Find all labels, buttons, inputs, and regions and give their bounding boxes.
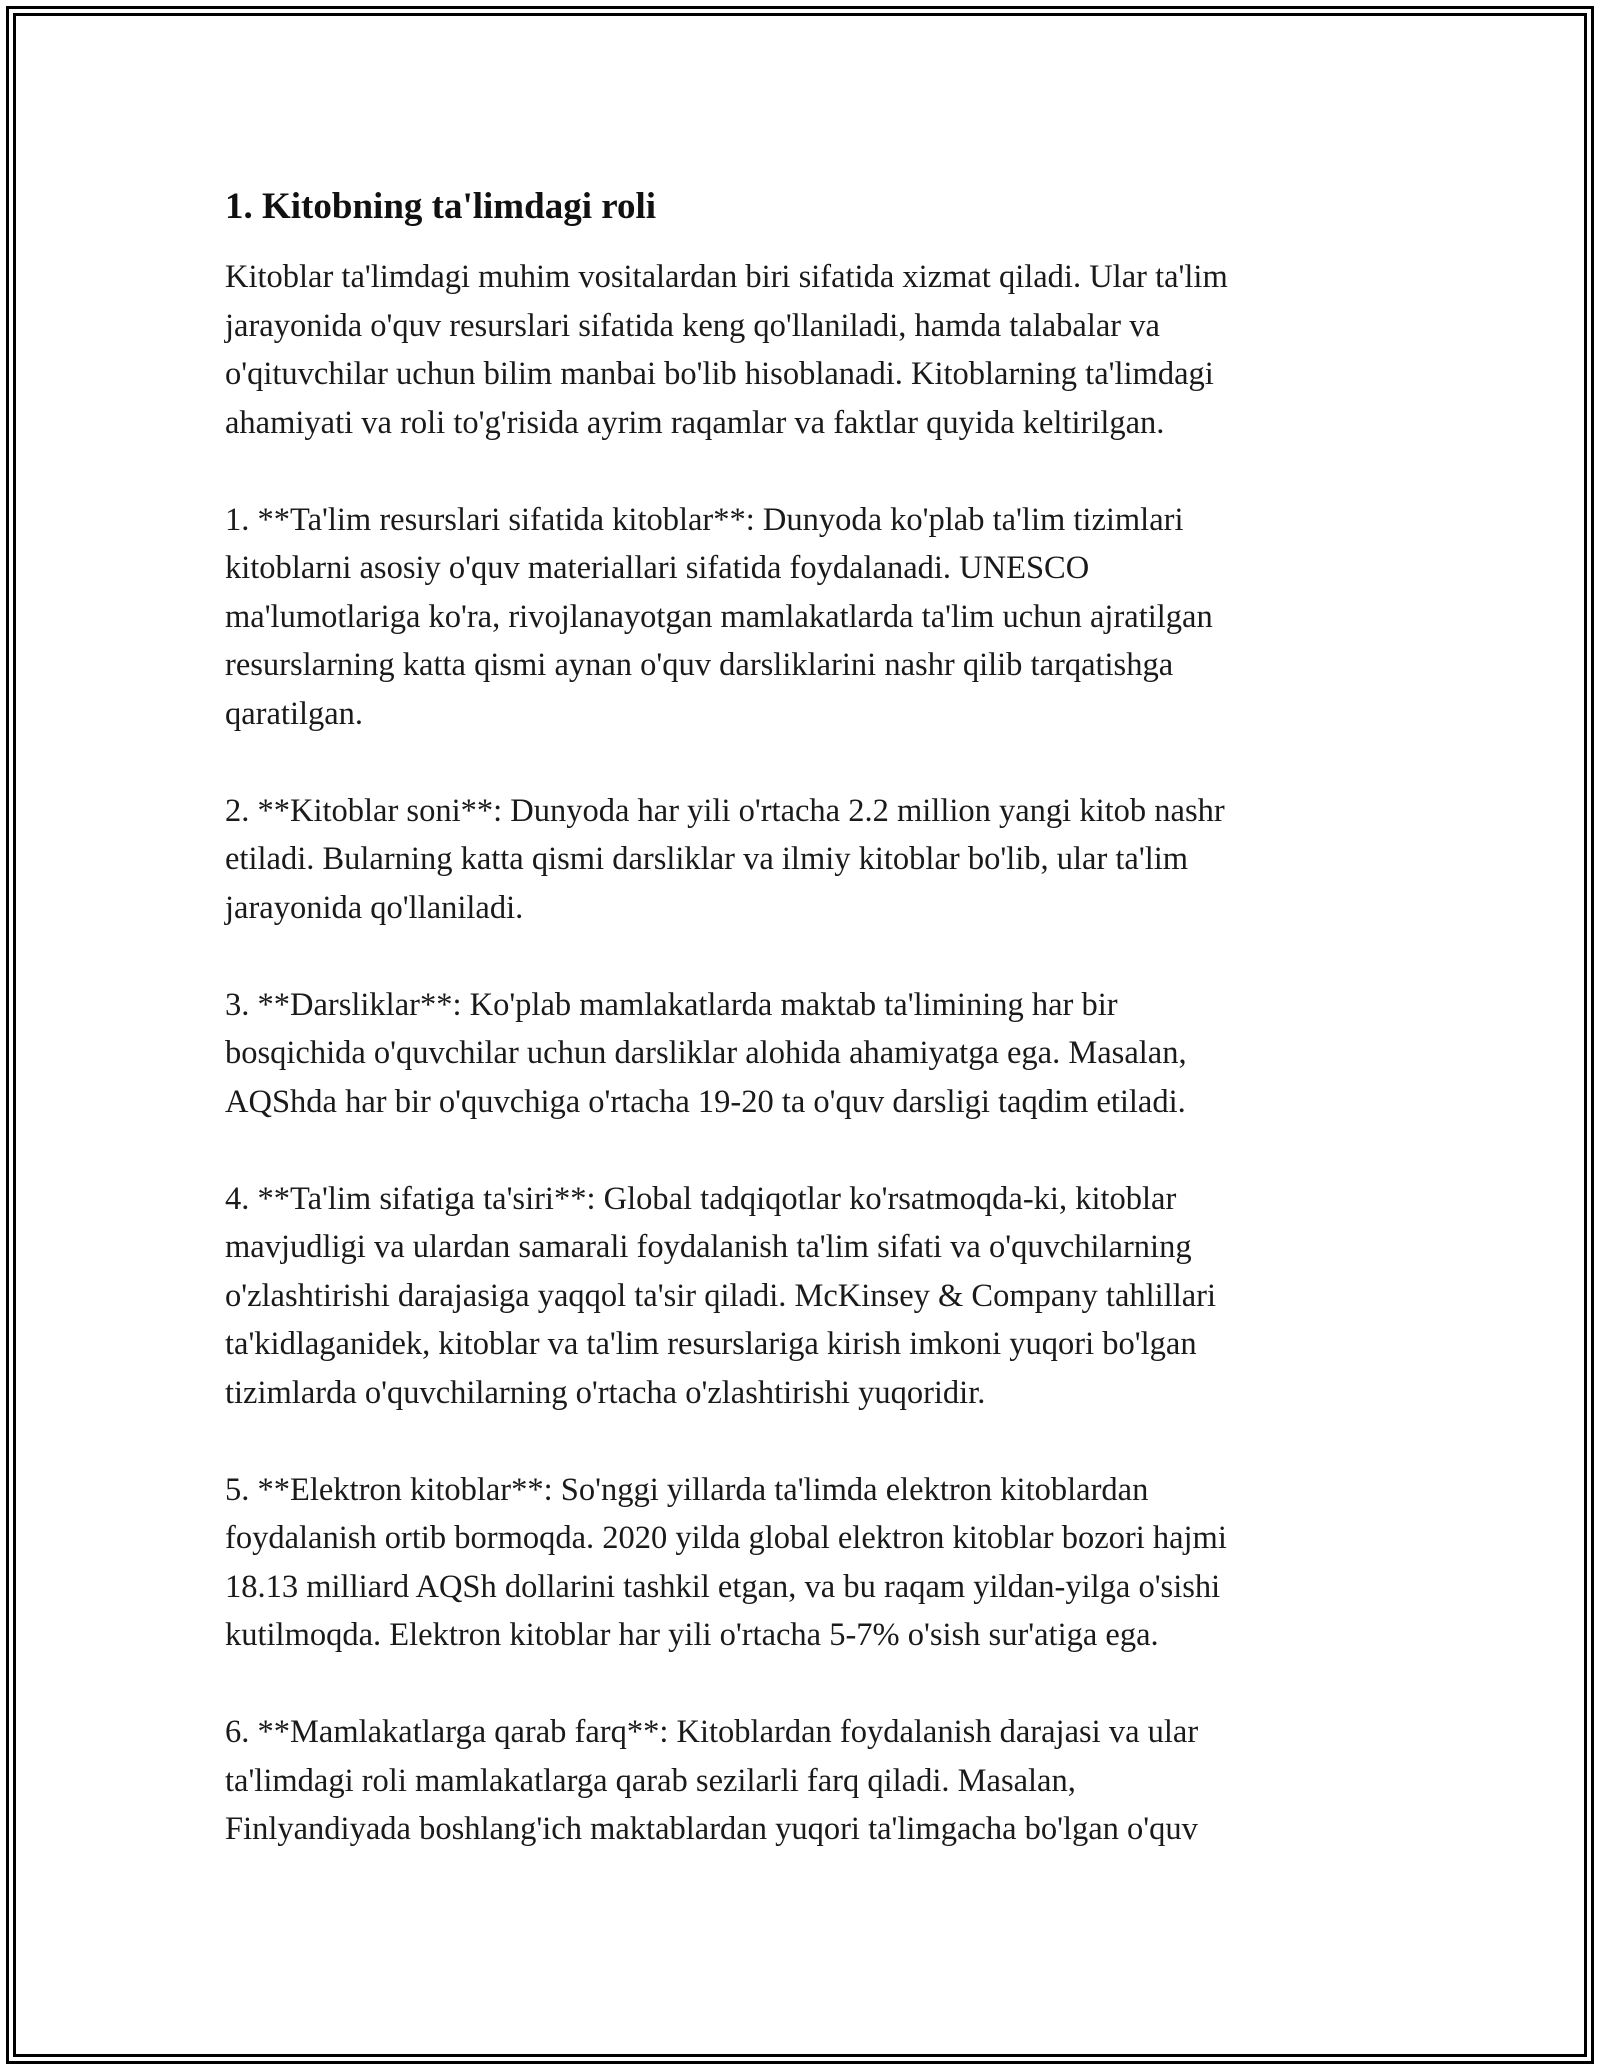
list-item-6: 6. **Mamlakatlarga qarab farq**: Kitoblardan foydalanish darajasi va ular ta'limdagi roli mamlakatlarga qarab sezilarli farq qiladi. Masalan, Finlyandiyada boshlang'ich maktablardan yuqori ta'limgacha bo'lgan o'quv — [225, 1714, 1199, 1847]
list-item-3: 3. **Darsliklar**: Ko'plab mamlakatlarda maktab ta'limining har bir bosqichida o'quvchilar uchun darsliklar alohida ahamiyatga ega. Masalan, AQShda har bir o'quvchiga o'rtacha 19-20 ta o'quv darsligi taqdim etiladi. — [225, 986, 1187, 1120]
list-item-5: 5. **Elektron kitoblar**: So'nggi yillarda ta'limda elektron kitoblardan foydalanish ortib bormoqda. 2020 yilda global elektron kitoblar bozori hajmi 18.13 milliard AQSh dollarini tashkil etgan, va bu raqam yildan-yilga o'sishi kutilmoqda. Elektron kitoblar har yili o'rtacha 5-7% o'sish sur'atiga ega. — [225, 1471, 1227, 1653]
list-item-4: 4. **Ta'lim sifatiga ta'siri**: Global tadqiqotlar ko'rsatmoqda-ki, kitoblar mavjudligi va ulardan samarali foydalanish ta'lim sifati va o'quvchilarning o'zlashtirishi darajasiga yaqqol ta'sir qiladi. McKinsey & Company tahlillari ta'kidlaganidek, kitoblar va ta'lim resurslariga kirish imkoni yuqori bo'lgan tizimlarda o'quvchilarning o'rtacha o'zlashtirishi yuqoridir. — [225, 1180, 1217, 1411]
list-item-1: 1. **Ta'lim resurslari sifatida kitoblar**: Dunyoda ko'plab ta'lim tizimlari kitoblarni asosiy o'quv materiallari sifatida foydalanadi. UNESCO ma'lumotlariga ko'ra, rivojlanayotgan mamlakatlarda ta'lim uchun ajratilgan resurslarning katta qismi aynan o'quv darsliklarini nashr qilib tarqatishga qaratilgan. — [225, 501, 1213, 732]
document-body — [225, 183, 1395, 1902]
list-item-2: 2. **Kitoblar soni**: Dunyoda har yili o'rtacha 2.2 million yangi kitob nashr etiladi. Bularning katta qismi darsliklar va ilmiy kitoblar bo'lib, ular ta'lim jarayonida qo'llaniladi. — [225, 792, 1225, 926]
section-heading: 1. Kitobning ta'limdagi roli — [225, 186, 657, 227]
intro-paragraph: Kitoblar ta'limdagi muhim vositalardan biri sifatida xizmat qiladi. Ular ta'lim jarayonida o'quv resurslari sifatida keng qo'llaniladi, hamda talabalar va o'qituvchilar uchun bilim manbai bo'lib hisoblanadi. Kitoblarning ta'limdagi ahamiyati va roli to'g'risida ayrim raqamlar va faktlar quyida keltirilgan. — [225, 259, 1228, 441]
